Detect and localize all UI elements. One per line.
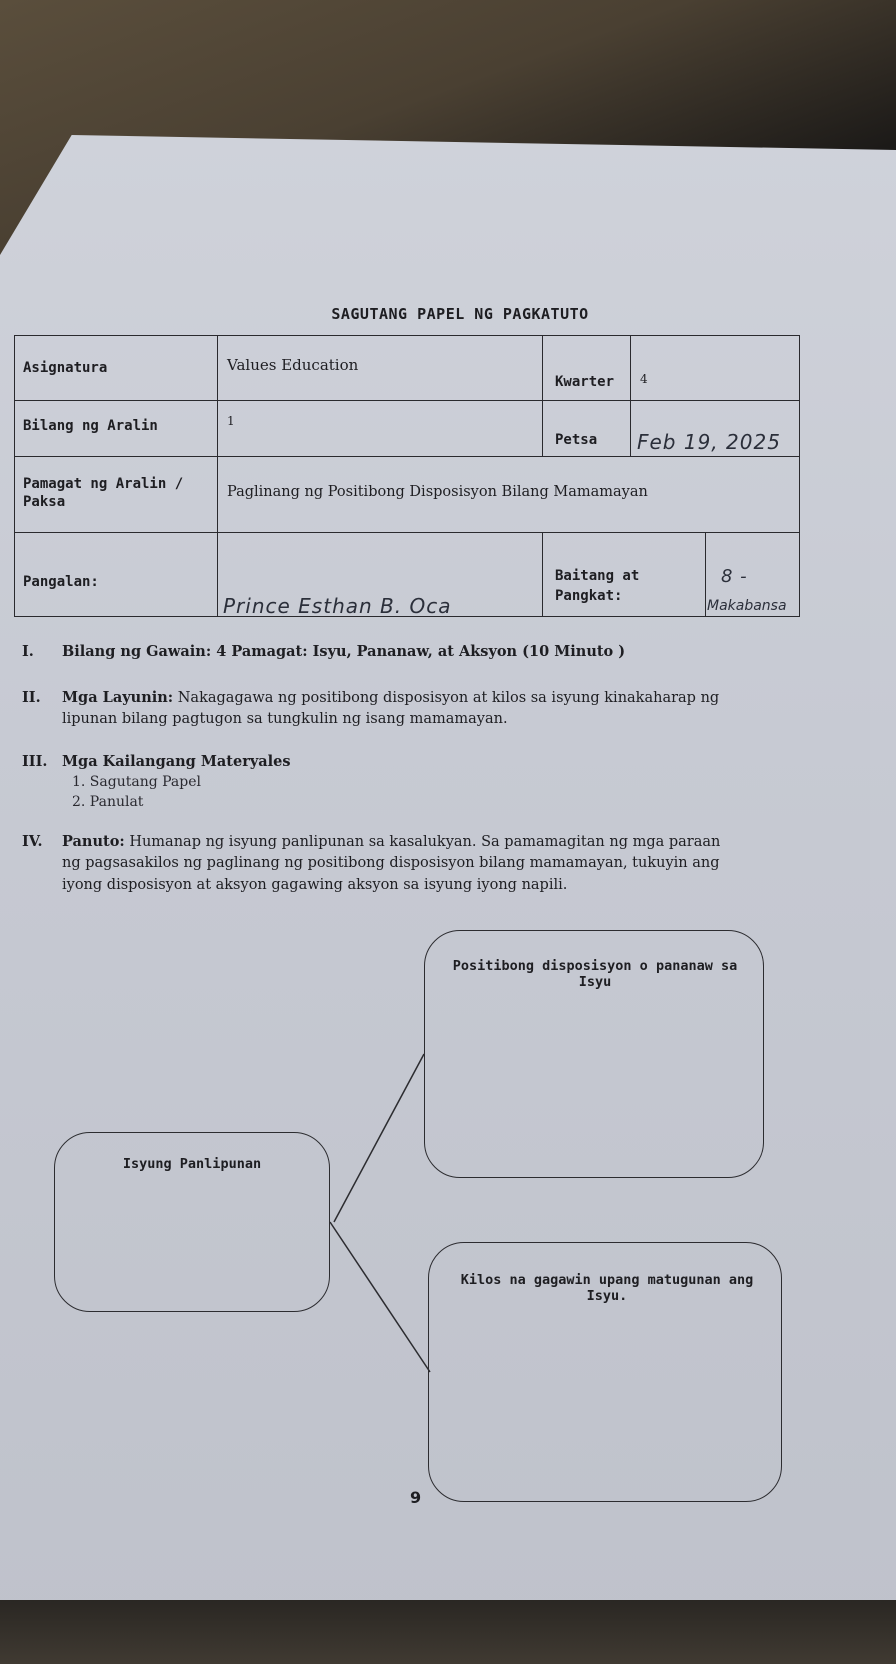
section-iv-text-line1: Humanap ng isyung panlipunan sa kasalukyan. Sa pamamagitan ng mga paraan: [124, 834, 721, 850]
materials-item-1: 1. Sagutang Papel: [72, 774, 201, 790]
pamagat-label-line2: Paksa: [23, 494, 66, 510]
pananaw-box-title: Positibong disposisyon o pananaw sa Isyu: [452, 958, 738, 990]
isyu-box-title: Isyung Panlipunan: [122, 1156, 262, 1172]
connector-to-bottom-box: [330, 1222, 430, 1372]
baitang-value-section: Makabansa: [707, 598, 787, 614]
section-ii-text-line2: lipunan bilang pagtugon sa tungkulin ng isang mamamayan.: [62, 711, 508, 727]
asignatura-label: Asignatura: [23, 360, 108, 376]
section-i-text: Bilang ng Gawain: 4 Pamagat: Isyu, Pananaw, at Aksyon (10 Minuto ): [62, 643, 626, 660]
section-i-number: I.: [22, 643, 34, 660]
bilang-label: Bilang ng Aralin: [23, 418, 158, 434]
section-iii-number: III.: [22, 753, 48, 770]
section-iii-heading: Mga Kailangang Materyales: [62, 753, 291, 770]
pangalan-value: Prince Esthan B. Oca: [223, 594, 452, 618]
materials-item-2: 2. Panulat: [72, 794, 144, 810]
section-iv-text-line2: ng pagsasakilos ng paglinang ng positibong disposisyon bilang mamamayan, tukuyin ang: [62, 855, 720, 871]
section-ii-text-line1: Nakagagawa ng positibong disposisyon at kilos sa isyung kinakaharap ng: [173, 690, 720, 706]
page-number: 9: [410, 1488, 422, 1507]
asignatura-value: Values Education: [227, 356, 359, 374]
connector-to-top-box: [334, 1054, 424, 1222]
baitang-label-line2: Pangkat:: [555, 588, 623, 604]
baitang-label-line1: Baitang at: [555, 568, 640, 584]
kilos-box-title: Kilos na gagawin upang matugunan ang Isyu.: [460, 1272, 754, 1304]
section-ii-number: II.: [22, 689, 41, 706]
petsa-value: Feb 19, 2025: [637, 430, 781, 454]
baitang-value-grade: 8 -: [721, 566, 748, 587]
pamagat-label-line1: Pamagat ng Aralin /: [23, 476, 184, 492]
section-iv-text-line3: iyong disposisyon at aksyon gagawing aksyon sa isyung iyong napili.: [62, 877, 568, 893]
petsa-label: Petsa: [555, 432, 598, 448]
pamagat-value: Paglinang ng Positibong Disposisyon Bilang Mamamayan: [227, 484, 648, 500]
kwarter-value: 4: [640, 372, 648, 386]
section-iv-heading: Panuto:: [62, 833, 125, 850]
section-ii-heading: Mga Layunin:: [62, 689, 174, 706]
worksheet-title: SAGUTANG PAPEL NG PAGKATUTO: [331, 305, 589, 323]
section-iv-number: IV.: [22, 833, 43, 850]
pangalan-label: Pangalan:: [23, 574, 99, 590]
kwarter-label: Kwarter: [555, 374, 615, 390]
bilang-value: 1: [227, 414, 235, 428]
